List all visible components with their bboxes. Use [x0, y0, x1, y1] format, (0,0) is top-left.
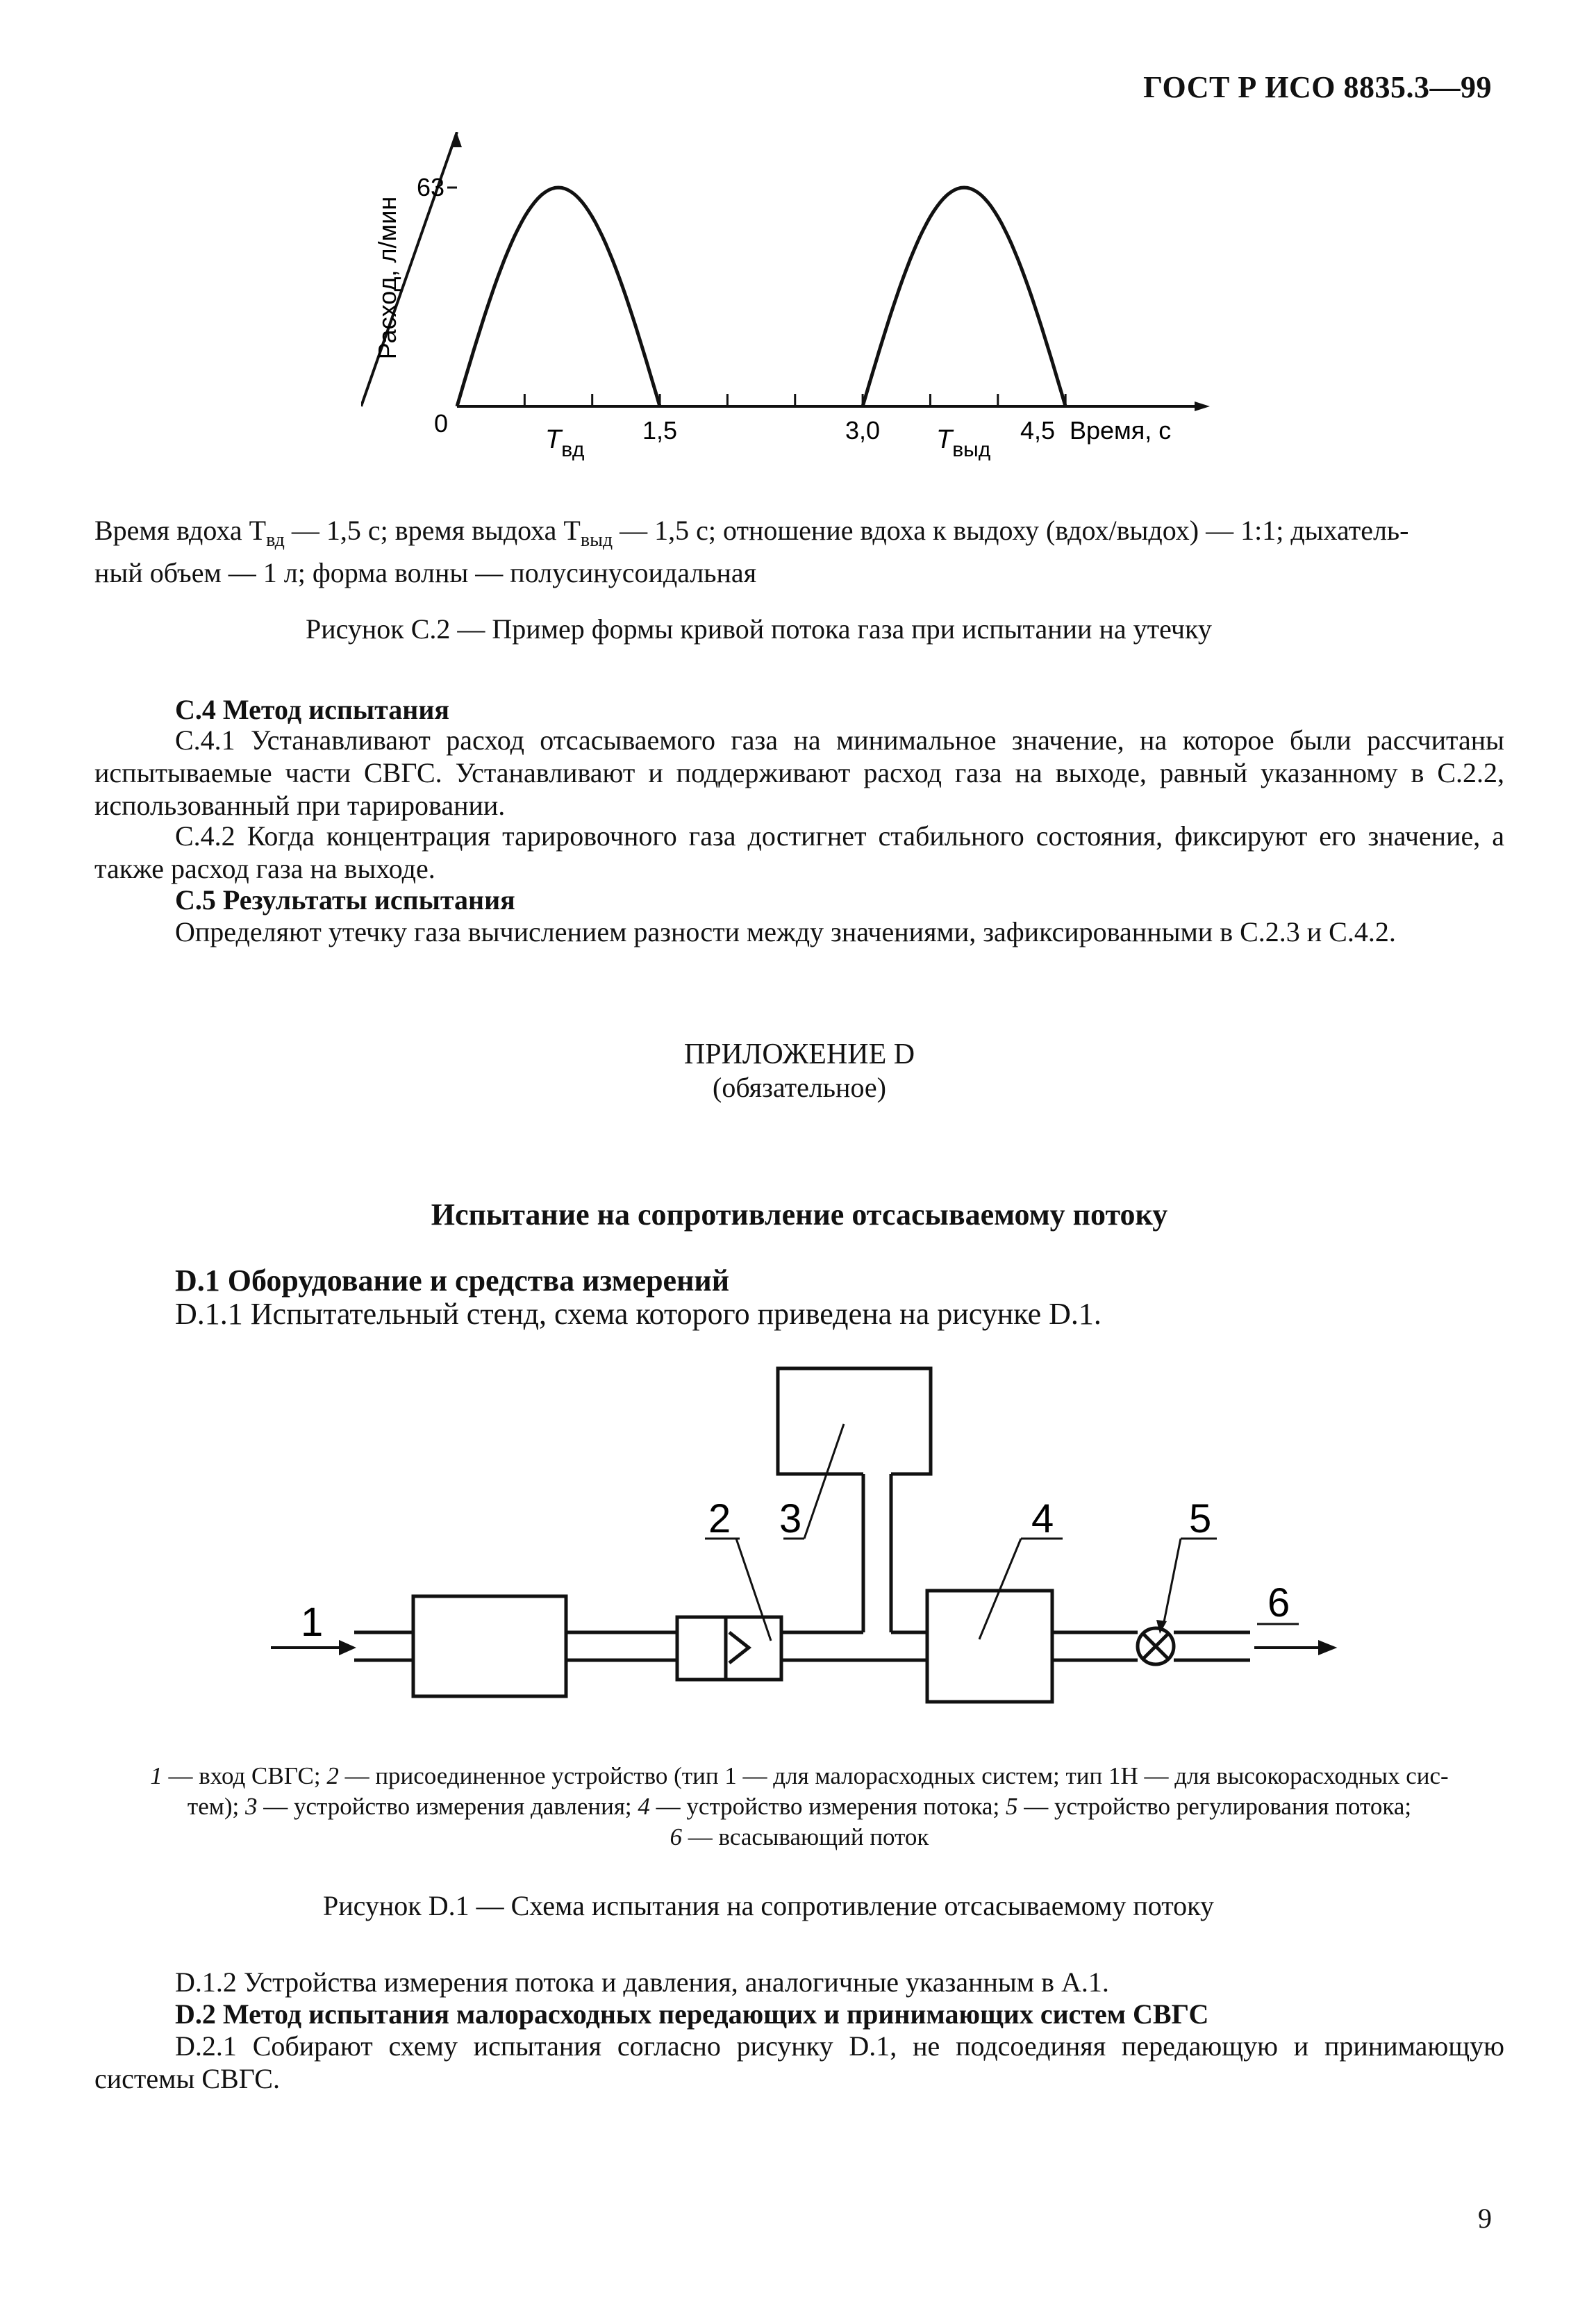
legend-t4: — устройство измерения потока; — [649, 1793, 1006, 1820]
document-code: ГОСТ Р ИСО 8835.3—99 — [1143, 70, 1492, 104]
legend-t2: — присоединенное устройство (тип 1 — для малорасходных систем; тип 1Н — для высокорасходных сис- — [338, 1762, 1449, 1789]
outlet-arrow-head — [1320, 1642, 1333, 1653]
section-d2-1: D.2.1 Собирают схему испытания согласно рисунку D.1, не подсоединяя передающую и принимающую системы СВГС. — [94, 2030, 1504, 2094]
leader-2 — [736, 1539, 771, 1641]
appendix-heading: Испытание на сопротивление отсасываемому потоку — [431, 1198, 1168, 1232]
note-text-a: Время вдоха Т — [94, 515, 267, 546]
t-inhale-label — [545, 425, 584, 461]
page-number: 9 — [1478, 2203, 1492, 2234]
figure-c2-chart — [361, 132, 1264, 479]
legend-t2b: тем); — [187, 1793, 246, 1820]
chart-axes — [361, 132, 1210, 411]
y-tick-label-63: 63 — [416, 173, 444, 201]
legend-n2: 2 — [326, 1762, 339, 1789]
figure-d1-diagram — [0, 1361, 1596, 1750]
legend-t6: — всасывающий поток — [682, 1823, 929, 1850]
flow-curve — [457, 188, 1065, 406]
label-1: 1 — [301, 1600, 324, 1645]
leader-5 — [1163, 1539, 1181, 1625]
section-d1-1: D.1.1 Испытательный стенд, схема которого приведена на рисунке D.1. — [175, 1297, 1102, 1331]
leader-3 — [804, 1424, 844, 1539]
x-axis-label: Время, с — [1070, 416, 1172, 445]
y-tick-label-0: 0 — [433, 409, 448, 438]
legend-t5: — устройство регулирования потока; — [1017, 1793, 1412, 1820]
legend-t3: — устройство измерения давления; — [257, 1793, 638, 1820]
inlet-arrow-head — [340, 1642, 353, 1653]
y-axis-label: Расход, л/мин — [373, 196, 401, 360]
section-d2-title: D.2 Метод испытания малорасходных передающих и принимающих систем СВГС — [175, 1998, 1209, 2030]
appendix-title: ПРИЛОЖЕНИЕ D — [683, 1038, 915, 1070]
section-c5-1: Определяют утечку газа вычислением разности между значениями, зафиксированными в С.2.3 и С.4.2. — [175, 916, 1396, 947]
note-text-b: — 1,5 с; время выдоха Т — [284, 515, 581, 546]
pressure-gauge-box — [778, 1368, 931, 1474]
x-tick-label-1-5: 1,5 — [642, 416, 678, 445]
legend-line-1 — [94, 1761, 1504, 1791]
figure-d1-caption: Рисунок D.1 — Схема испытания на сопротивление отсасываемому потоку — [323, 1890, 1215, 1921]
note-text-c: — 1,5 с; отношение вдоха к выдоху (вдох/выдох) — 1:1; дыхатель- — [613, 515, 1409, 546]
note-sub-vyd: выд — [580, 529, 613, 551]
note-sub-vd: вд — [266, 529, 285, 551]
t-inhale-main: T — [545, 425, 562, 454]
inlet-chamber — [413, 1596, 566, 1696]
x-axis-arrow — [1195, 401, 1210, 411]
section-c4-title: С.4 Метод испытания — [175, 694, 450, 725]
t-exhale-label — [936, 425, 990, 461]
legend-n3: 3 — [245, 1793, 258, 1820]
legend-n4: 4 — [638, 1793, 650, 1820]
t-inhale-sub: вд — [561, 438, 585, 461]
section-c5-title: С.5 Результаты испытания — [175, 884, 515, 916]
figure-c2-note-line2: ный объем — 1 л; форма волны — полусинусоидальная — [94, 557, 757, 588]
check-valve-symbol — [729, 1632, 749, 1663]
label-6: 6 — [1267, 1580, 1290, 1625]
t-exhale-main: T — [936, 425, 953, 454]
legend-n5: 5 — [1005, 1793, 1018, 1820]
section-c4-2: С.4.2 Когда концентрация тарировочного газа достигнет стабильного состояния, фиксируют его значение, а также расход газа на выходе. — [94, 820, 1504, 884]
label-5: 5 — [1189, 1496, 1212, 1541]
legend-n6: 6 — [670, 1823, 683, 1850]
section-d1-title: D.1 Оборудование и средства измерений — [175, 1264, 730, 1298]
x-tick-label-3-0: 3,0 — [845, 416, 881, 445]
figure-c2-note — [94, 514, 1504, 589]
figure-c2-caption: Рисунок С.2 — Пример формы кривой потока газа при испытании на утечку — [306, 613, 1212, 645]
appendix-subtitle: (обязательное) — [713, 1072, 886, 1103]
section-c4-1: С.4.1 Устанавливают расход отсасываемого газа на минимальное значение, на которое были рассчитаны испытываемые части СВГС. Устанавливают и поддерживают расход газа на выходе, равный указанному в С.2.2, использованный при тарировании. — [94, 724, 1504, 821]
legend-line-2 — [94, 1791, 1504, 1822]
flow-meter-box — [927, 1591, 1052, 1702]
legend-line-3 — [94, 1822, 1504, 1853]
section-d1-2: D.1.2 Устройства измерения потока и давления, аналогичные указанным в А.1. — [175, 1966, 1109, 1998]
legend-t1: — вход СВГС; — [162, 1762, 327, 1789]
x-tick-label-4-5: 4,5 — [1020, 416, 1056, 445]
t-exhale-sub: выд — [952, 438, 991, 461]
figure-c2-note-line1 — [94, 514, 1504, 556]
label-2: 2 — [708, 1496, 731, 1541]
legend-n1: 1 — [150, 1762, 163, 1789]
label-4: 4 — [1031, 1496, 1054, 1541]
figure-d1-legend — [94, 1761, 1504, 1853]
label-3: 3 — [779, 1496, 802, 1541]
